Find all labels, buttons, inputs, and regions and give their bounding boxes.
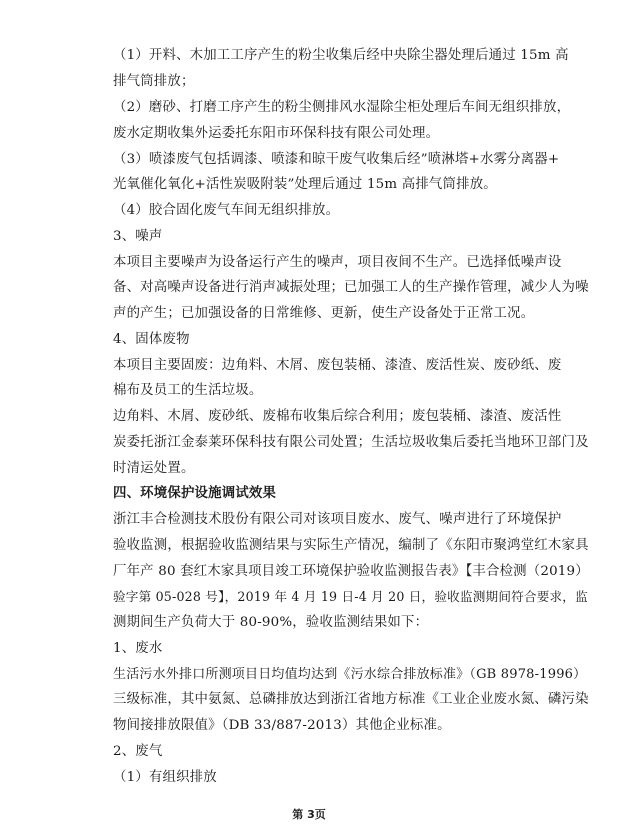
paragraph-line: 物间接排放限值》（DB 33/887-2013）其他企业标准。: [113, 718, 451, 733]
paragraph-line: 声的产生；已加强设备的日常维修、更新，使生产设备处于正常工况。: [113, 306, 535, 321]
paragraph-line: 本项目主要噪声为设备运行产生的噪声，项目夜间不生产。已选择低噪声设: [113, 255, 562, 270]
paragraph-line: （1）有组织排放: [113, 770, 217, 785]
paragraph-line: 三级标准，其中氨氮、总磷排放达到浙江省地方标准《工业企业废水氮、磷污染: [113, 692, 589, 707]
section-heading: 4、固体废物: [113, 332, 190, 347]
paragraph-line: 验收监测，根据验收监测结果与实际生产情况，编制了《东阳市聚鸿堂红木家具: [113, 538, 589, 553]
paragraph-line: （3）喷漆废气包括调漆、喷漆和晾干废气收集后经”喷淋塔+水雾分离器+: [113, 152, 560, 167]
paragraph-line: （2）磨砂、打磨工序产生的粉尘侧排风水湿除尘柜处理后车间无组织排放，: [113, 100, 571, 115]
section-heading: 1、废水: [113, 641, 163, 656]
paragraph-line: 边角料、木屑、废砂纸、废棉布收集后综合利用；废包装桶、漆渣、废活性: [113, 409, 562, 424]
section-heading: 3、噪声: [113, 229, 163, 244]
chapter-heading: 四、环境保护设施调试效果: [113, 486, 277, 501]
paragraph-line: 厂年产 80 套红木家具项目竣工环境保护验收监测报告表》【丰合检测（2019）: [113, 564, 589, 579]
paragraph-line: 测期间生产负荷大于 80-90%，验收监测结果如下：: [113, 615, 429, 630]
paragraph-line: 时清运处置。: [113, 461, 195, 476]
page-number: 第 3页: [292, 808, 326, 821]
paragraph-line: 废水定期收集外运委托东阳市环保科技有限公司处理。: [113, 126, 440, 141]
paragraph-line: 光氧催化氧化+活性炭吸附装”处理后通过 15m 高排气筒排放。: [113, 177, 497, 192]
paragraph-line: （4）胶合固化废气车间无组织排放。: [113, 203, 340, 218]
paragraph-line: 炭委托浙江金泰莱环保科技有限公司处置；生活垃圾收集后委托当地环卫部门及: [113, 435, 589, 450]
paragraph-line: 生活污水外排口所测项目日均值均达到《污水综合排放标准》（GB 8978-1996）: [113, 667, 587, 682]
section-heading: 2、废气: [113, 744, 163, 759]
paragraph-line: 浙江丰合检测技术股份有限公司对该项目废水、废气、噪声进行了环境保护: [113, 512, 562, 527]
paragraph-line: 棉布及员工的生活垃圾。: [113, 383, 263, 398]
paragraph-line: 排气筒排放；: [113, 74, 195, 89]
paragraph-line: 验字第 05-028 号】，2019 年 4 月 19 日-4 月 20 日，验收监测期间符合要求，监: [113, 589, 588, 604]
paragraph-line: （1）开料、木加工工序产生的粉尘收集后经中央除尘器处理后通过 15m 高: [113, 48, 569, 63]
paragraph-line: 备、对高噪声设备进行消声减振处理；已加强工人的生产操作管理，减少人为噪: [113, 280, 589, 295]
paragraph-line: 本项目主要固废：边角料、木屑、废包装桶、漆渣、废活性炭、废砂纸、废: [113, 358, 562, 373]
